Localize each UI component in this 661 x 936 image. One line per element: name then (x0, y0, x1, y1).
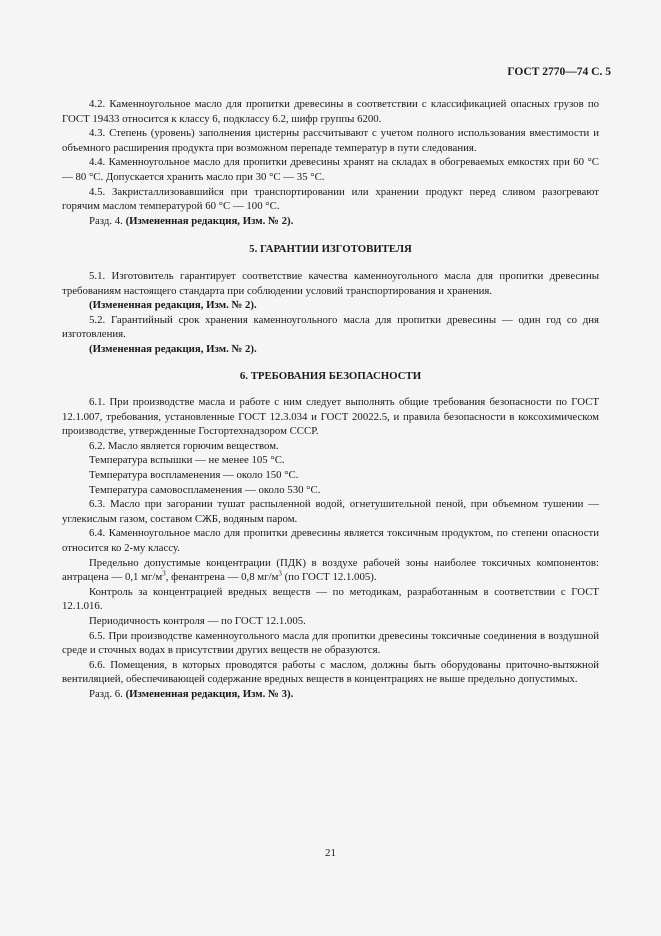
pdk-text-a: Предельно допустимые концентрации (ПДК) в воздухе рабочей зоны наиболее токсичных компонентов: антрацена — 0,1 мг/м (62, 556, 599, 584)
section-6-title: 6. ТРЕБОВАНИЯ БЕЗОПАСНОСТИ (239, 369, 422, 382)
ignition-point: Температура воспламенения — около 150 °С. (89, 469, 299, 482)
section-6-amendment (62, 687, 599, 702)
document-body (62, 97, 599, 702)
pdk-text-b: , фенантрена — 0,8 мг/м (165, 571, 279, 584)
paragraph-4-5: 4.5. Закристаллизовавшийся при транспортировании или хранении продукт перед сливом разогревают горячим маслом температурой 60 °С — 100 °С. (62, 185, 599, 213)
section-4-amendment (62, 214, 599, 229)
amendment-prefix: Разд. 6. (89, 687, 126, 700)
page-number: 21 (325, 847, 336, 859)
paragraph-6-4: 6.4. Каменноугольное масло для пропитки древесины является токсичным продуктом, по степени опасности относится ко 2-му классу. (62, 527, 599, 555)
paragraph-6-5: 6.5. При производстве каменноугольного масла для пропитки древесины токсичные соединения в воздушной среде и сточных водах в присутствии других веществ не образуются. (62, 629, 599, 657)
paragraph-4-2: 4.2. Каменноугольное масло для пропитки древесины в соответствии с классификацией опасных грузов по ГОСТ 19433 относится к классу 6, подклассу 6.2, шифр группы 6200. (62, 98, 599, 125)
section-5-title: 5. ГАРАНТИИ ИЗГОТОВИТЕЛЯ (249, 243, 412, 256)
flash-point: Температура вспышки — не менее 105 °С. (89, 454, 285, 467)
paragraph-4-4: 4.4. Каменноугольное масло для пропитки древесины хранят на складах в обогреваемых емкостях при 60 °С — 80 °С. Допускается хранить масло при 30 °С — 35 °С. (62, 156, 599, 183)
paragraph-6-3: 6.3. Масло при загорании тушат распыленной водой, огнетушительной пеной, при объемном тушении — углекислым газом, составом СЖБ, водяным паром. (62, 498, 599, 525)
paragraph-6-1: 6.1. При производстве масла и работе с ним следует выполнять общие требования безопасности по ГОСТ 12.1.007, требования, установленные ГОСТ 12.3.034 и ГОСТ 20022.5, и правила безопасности в коксохимическом производстве, утвержденные Госгортехнадзором СССР. (62, 396, 599, 438)
paragraph-4-3: 4.3. Степень (уровень) заполнения цистерны рассчитывают с учетом полного использования вместимости и объемного расширения продукта при возможном перепаде температур в пути следования. (62, 127, 599, 154)
page-header-code: ГОСТ 2770—74 С. 5 (507, 66, 611, 78)
paragraph-6-6: 6.6. Помещения, в которых проводятся работы с маслом, должны быть оборудованы приточно-вытяжной вентиляцией, обеспечивающей содержание вредных веществ в концентрациях не выше предельно допустимых. (62, 658, 599, 686)
amendment-prefix: Разд. 4. (89, 214, 126, 227)
paragraph-5-1: 5.1. Изготовитель гарантирует соответствие качества каменноугольного масла для пропитки древесины требованиям настоящего стандарта при соблюдении условий транспортирования и хранения. (62, 269, 599, 297)
amendment-note: (Измененная редакция, Изм. № 3). (125, 687, 294, 700)
pdk-text-c: (по ГОСТ 12.1.005). (281, 571, 377, 584)
superscript-3: 3 (162, 569, 166, 578)
paragraph-6-2: 6.2. Масло является горючим веществом. (89, 439, 279, 452)
amendment-note: (Измененная редакция, Изм. № 2). (125, 214, 294, 227)
paragraph-5-1-note: (Измененная редакция, Изм. № 2). (89, 299, 257, 312)
autoignition-point: Температура самовоспламенения — около 530 °С. (89, 483, 321, 496)
pdk-paragraph (62, 556, 599, 585)
periodicity-paragraph: Периодичность контроля — по ГОСТ 12.1.005. (89, 615, 306, 627)
paragraph-5-2: 5.2. Гарантийный срок хранения каменноугольного масла для пропитки древесины — один год со дня изготовления. (62, 313, 599, 341)
paragraph-5-2-note: (Измененная редакция, Изм. № 2). (89, 342, 257, 355)
superscript-3: 3 (278, 569, 282, 578)
control-paragraph: Контроль за концентрацией вредных веществ — по методикам, разработанным в соответствии с ГОСТ 12.1.016. (62, 585, 599, 613)
